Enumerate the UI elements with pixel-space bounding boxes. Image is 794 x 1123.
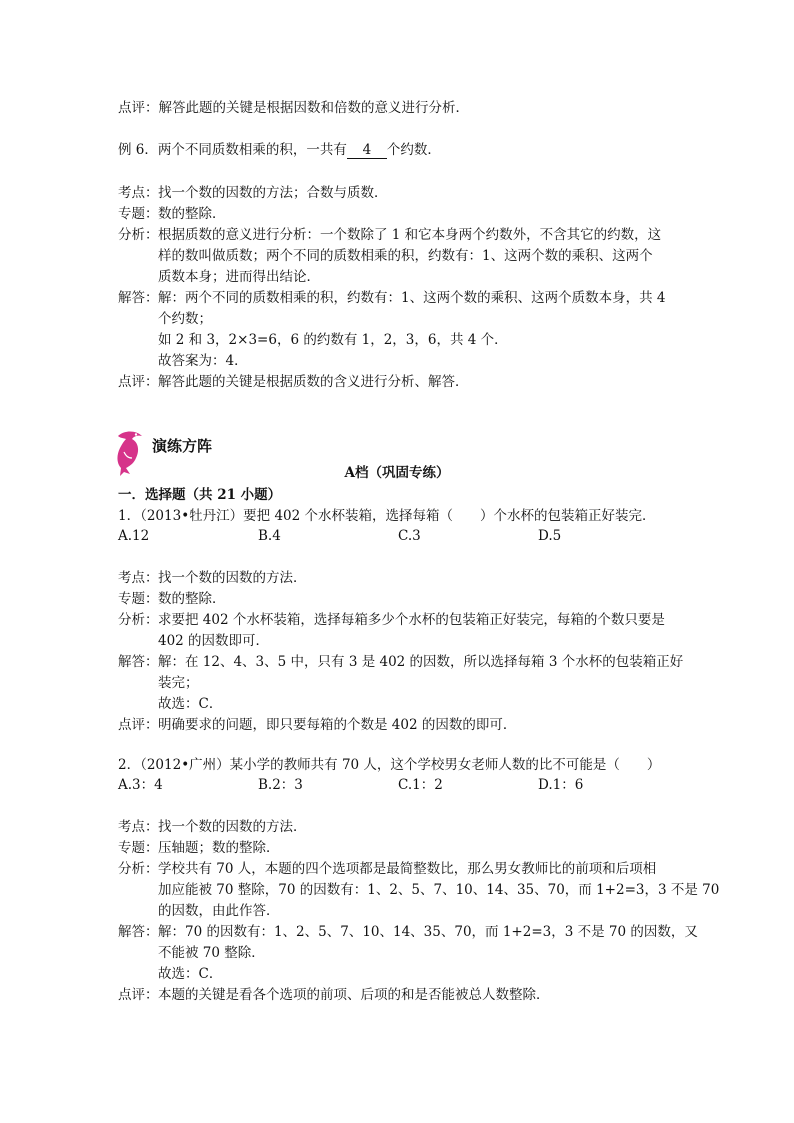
level-title: A档（巩固专练） — [344, 465, 450, 481]
answer-blank: 4 — [347, 143, 387, 159]
q1-option-a: A.12 — [118, 528, 150, 544]
ex6-jieda-label: 解答： — [118, 290, 159, 306]
ex6-jieda-line: 个约数； — [158, 311, 212, 327]
q1-jieda-line: 解：在 12、4、3、5 中，只有 3 是 402 的因数，所以选择每箱 3 个水杯的包装箱正好 — [158, 654, 684, 670]
q1-kaodian: 找一个数的因数的方法． — [158, 570, 307, 586]
q1-kaodian-label: 考点： — [118, 570, 159, 586]
ex6-dianping-label: 点评： — [118, 374, 159, 390]
q2-jieda-line: 故选：C． — [158, 966, 223, 982]
q2-kaodian: 找一个数的因数的方法． — [158, 819, 307, 835]
ex6-zhuanti: 数的整除． — [158, 206, 226, 222]
q2-zhuanti-label: 专题： — [118, 840, 159, 856]
q1-option-b: B.4 — [258, 528, 281, 544]
q2-jieda-line: 解：70 的因数有：1、2、5、7、10、14、35、70，而 1+2=3，3 不是 70 的因数，又 — [158, 924, 698, 940]
q1-fenxi-line: 402 的因数即可． — [158, 633, 270, 649]
q1-jieda-line: 故选：C． — [158, 696, 223, 712]
ex6-jieda-line: 解：两个不同的质数相乘的积，约数有：1、这两个数的乘积、这两个质数本身，共 4 — [158, 290, 666, 306]
q1-zhuanti-label: 专题： — [118, 591, 159, 607]
ex6-zhuanti-label: 专题： — [118, 206, 159, 222]
q1-stem: 1．（2013•牡丹江）要把 402 个水杯装箱，选择每箱（ ）个水杯的包装箱正好装完． — [118, 508, 656, 524]
ex6-kaodian-label: 考点： — [118, 185, 159, 201]
q1-zhuanti: 数的整除． — [158, 591, 226, 607]
q2-jieda-line: 不能被 70 整除． — [158, 945, 265, 961]
ex5-comment: 点评：解答此题的关键是根据因数和倍数的意义进行分析． — [118, 100, 469, 116]
q1-option-d: D.5 — [538, 528, 562, 544]
q1-fenxi-label: 分析： — [118, 612, 159, 628]
ex6-fenxi-line: 质数本身；进而得出结论． — [158, 269, 320, 285]
section-title: 演练方阵 — [152, 437, 213, 455]
ex6-fenxi-line: 根据质数的意义进行分析：一个数除了 1 和它本身两个约数外，不含其它的约数，这 — [158, 227, 662, 243]
ex6-question: 例 6．两个不同质数相乘的积，一共有 4 个约数． — [118, 142, 441, 158]
q2-option-a: A.3：4 — [118, 777, 163, 793]
q2-dianping-label: 点评： — [118, 987, 159, 1003]
ex6-jieda-line: 故答案为：4． — [158, 353, 248, 369]
q1-fenxi-line: 求要把 402 个水杯装箱，选择每箱多少个水杯的包装箱正好装完，每箱的个数只要是 — [158, 612, 665, 628]
q2-kaodian-label: 考点： — [118, 819, 159, 835]
q1-dianping-label: 点评： — [118, 717, 159, 733]
q2-dianping: 本题的关键是看各个选项的前项、后项的和是否能被总人数整除． — [158, 987, 550, 1003]
q2-jieda-label: 解答： — [118, 924, 159, 940]
q2-fenxi-line: 的因数，由此作答． — [158, 903, 280, 919]
q2-fenxi-line: 加应能被 70 整除，70 的因数有：1、2、5、7、10、14、35、70，而 1+2=3，3 不是 70 — [158, 882, 720, 898]
q2-stem: 2．（2012•广州）某小学的教师共有 70 人，这个学校男女老师人数的比不可能是（ ） — [118, 757, 661, 773]
q1-jieda-label: 解答： — [118, 654, 159, 670]
q2-fenxi-label: 分析： — [118, 861, 159, 877]
ex6-dianping: 解答此题的关键是根据质数的含义进行分析、解答． — [158, 374, 469, 390]
part-title: 一．选择题（共 21 小题） — [118, 487, 282, 503]
ex6-fenxi-label: 分析： — [118, 227, 159, 243]
ex6-jieda-line: 如 2 和 3，2×3=6，6 的约数有 1，2，3，6，共 4 个． — [158, 332, 508, 348]
q2-option-b: B.2：3 — [258, 777, 303, 793]
q2-option-d: D.1：6 — [538, 777, 584, 793]
ex6-kaodian: 找一个数的因数的方法；合数与质数． — [158, 185, 388, 201]
ex6-fenxi-line: 样的数叫做质数；两个不同的质数相乘的积，约数有：1、这两个数的乘积、这两个 — [158, 248, 653, 264]
q1-jieda-line: 装完； — [158, 675, 199, 691]
q2-zhuanti: 压轴题；数的整除． — [158, 840, 280, 856]
q2-option-c: C.1：2 — [398, 777, 443, 793]
q1-option-c: C.3 — [398, 528, 421, 544]
q2-fenxi-line: 学校共有 70 人，本题的四个选项都是最简整数比，那么男女教师比的前项和后项相 — [158, 861, 657, 877]
q1-dianping: 明确要求的问题，即只要每箱的个数是 402 的因数的即可． — [158, 717, 517, 733]
